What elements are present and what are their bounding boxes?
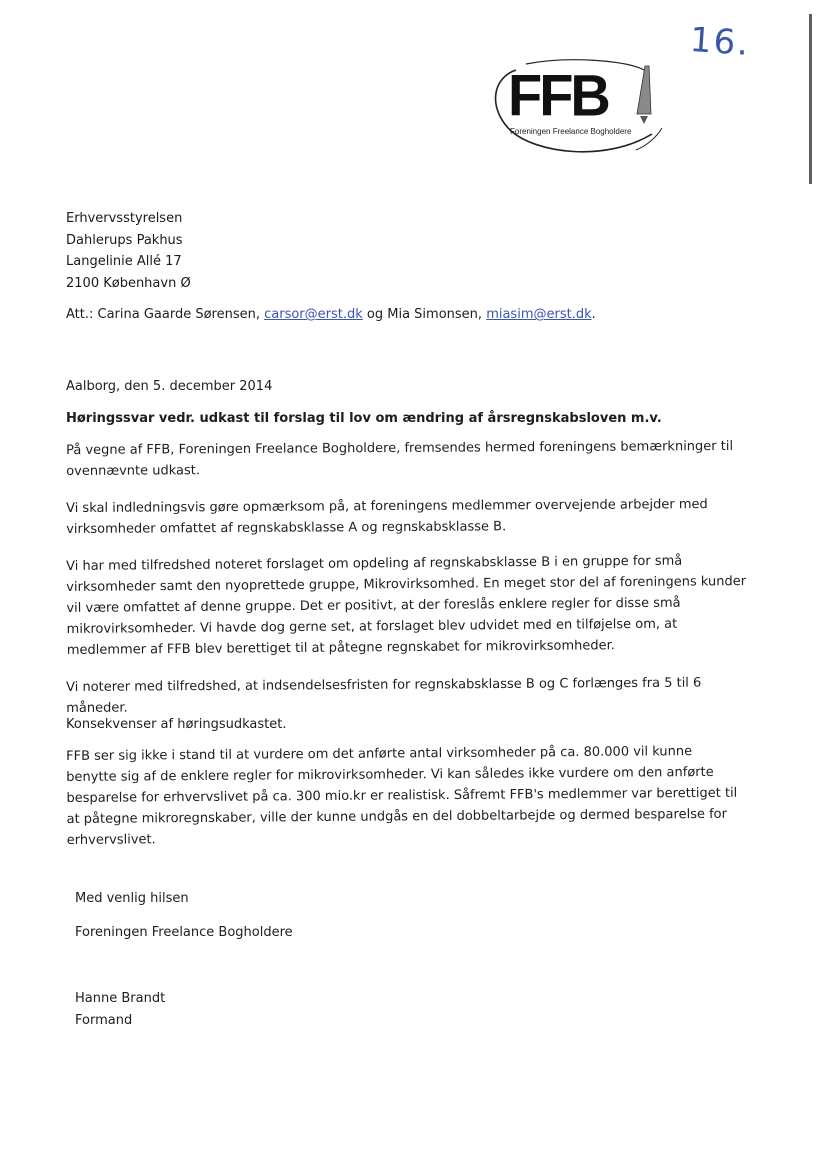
- paragraph-intro: På vegne af FFB, Foreningen Freelance Bogholdere, fremsendes hermed foreningens bemærkninger til ovennævnte udkast.: [66, 438, 734, 479]
- handwritten-page-number: 16.: [688, 19, 752, 65]
- email-link-miasim[interactable]: miasim@erst.dk: [486, 307, 592, 322]
- sender-organization: Foreningen Freelance Bogholdere: [75, 925, 293, 940]
- paragraph-consequences: FFB ser sig ikke i stand til at vurdere om det anførte antal virksomheder på ca. 80.000 vil kunne benytte sig af de enklere regler for mikrovirksomheder. Vi kan således ikke vurdere om den anførte besparelse for erhvervslivet på ca. 300 mio.kr er realistisk. Såfremt FFB's medlemmer var berettiget til at påtegne mikroregnskaber, ville der kunne undgås en del dobbeltarbejde og dermed besparelse for erhvervslivet.: [66, 744, 738, 848]
- recipient-line-3: Langelinie Allé 17: [66, 254, 182, 269]
- scan-edge-line: [809, 14, 812, 184]
- att-middle: og Mia Simonsen,: [362, 307, 487, 322]
- signer-name: Hanne Brandt: [75, 991, 166, 1006]
- email-link-carsor[interactable]: carsor@erst.dk: [264, 307, 363, 322]
- recipient-line-4: 2100 København Ø: [66, 275, 191, 291]
- letter-subject: Høringssvar vedr. udkast til forslag til lov om ændring af årsregnskabsloven m.v.: [66, 411, 662, 426]
- attention-line: [66, 304, 746, 325]
- paragraph-members: Vi skal indledningsvis gøre opmærksom på, at foreningens medlemmer overvejende arbejder med virksomheder omfattet af regnskabsklasse A og regnskabsklasse B.: [66, 497, 708, 537]
- recipient-line-2: Dahlerups Pakhus: [66, 232, 183, 248]
- att-prefix: Att.: Carina Gaarde Sørensen,: [66, 307, 265, 322]
- recipient-address: [66, 208, 466, 294]
- letter-date: Aalborg, den 5. december 2014: [66, 379, 273, 394]
- att-suffix: .: [591, 307, 596, 322]
- section-heading-consequences: Konsekvenser af høringsudkastet.: [66, 717, 287, 732]
- logo-tagline: Foreningen Freelance Bogholdere: [510, 127, 632, 136]
- logo-letters: FFB: [508, 61, 608, 128]
- recipient-line-1: Erhvervsstyrelsen: [66, 211, 183, 226]
- signer-title: Formand: [75, 1013, 133, 1028]
- paragraph-microenterprise: Vi har med tilfredshed noteret forslaget om opdeling af regnskabsklasse B i en gruppe for små virksomheder samt den nyoprettede gruppe, Mikrovirksomhed. En meget stor del af foreningens kunder vil være omfattet af denne gruppe. Det er positivt, at der foreslås enklere regler for disse små mikrovirksomheder. Vi havde dog gerne set, at forslaget blev udvidet med en tilføjelse om, at medlemmer af FFB blev berettiget til at påtegne regnskabet for mikrovirksomheder.: [66, 553, 747, 658]
- paragraph-deadline: Vi noterer med tilfredshed, at indsendelsesfristen for regnskabsklasse B og C forlænges fra 5 til 6 måneder.: [66, 675, 702, 716]
- closing-salutation: Med venlig hilsen: [75, 891, 189, 906]
- ffb-logo: [486, 58, 664, 162]
